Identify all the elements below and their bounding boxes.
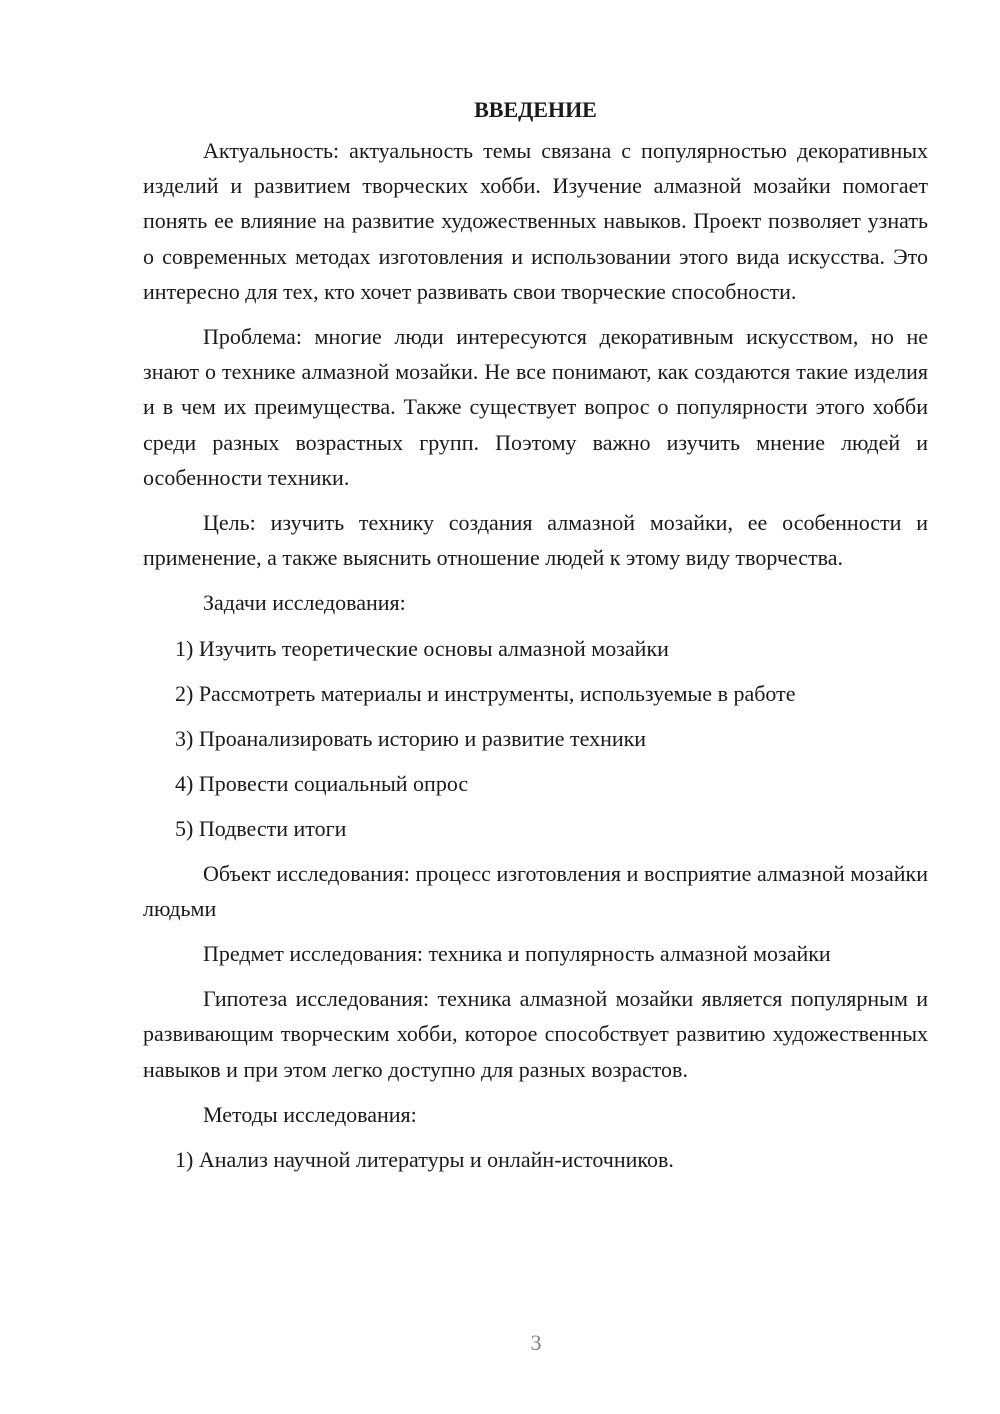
list-item: 1) Анализ научной литературы и онлайн-источников. xyxy=(175,1147,674,1173)
paragraph-hypothesis: Гипотеза исследования: техника алмазной мозайки является популярным и развивающим творческим хобби, которое способствует развитию художественных навыков и при этом легко доступно для разных возрастов. xyxy=(143,986,928,1082)
list-item: 3) Проанализировать историю и развитие техники xyxy=(175,725,647,751)
document-page xyxy=(143,92,928,1187)
methods-label: Методы исследования: xyxy=(203,1101,417,1127)
list-item: 2) Рассмотреть материалы и инструменты, используемые в работе xyxy=(175,680,796,706)
tasks-label: Задачи исследования: xyxy=(203,590,406,616)
list-item: 4) Провести социальный опрос xyxy=(175,770,469,796)
paragraph-subject: Предмет исследования: техника и популярность алмазной мозайки xyxy=(203,941,831,967)
list-item: 1) Изучить теоретические основы алмазной мозайки xyxy=(175,635,669,661)
paragraph-actuality: Актуальность: актуальность темы связана с популярностью декоративных изделий и развитием творческих хобби. Изучение алмазной мозайки помогает понять ее влияние на развитие художественных навыков. Проект позволяет узнать о современных методах изготовления и использовании этого вида искусства. Это интересно для тех, кто хочет развивать свои творческие способности. xyxy=(143,138,928,304)
paragraph-problem: Проблема: многие люди интересуются декоративным искусством, но не знают о технике алмазной мозайки. Не все понимают, как создаются такие изделия и в чем их преимущества. Также существует вопрос о популярности этого хобби среди разных возрастных групп. Поэтому важно изучить мнение людей и особенности техники. xyxy=(143,324,928,490)
page-number: 3 xyxy=(530,1330,542,1355)
paragraph-goal: Цель: изучить технику создания алмазной мозайки, ее особенности и применение, а также выяснить отношение людей к этому виду творчества. xyxy=(143,510,928,571)
tasks-list xyxy=(143,631,928,846)
methods-list xyxy=(143,1142,928,1177)
paragraph-object: Объект исследования: процесс изготовления и восприятие алмазной мозайки людьми xyxy=(143,860,928,921)
list-item: 5) Подвести итоги xyxy=(175,815,347,841)
section-heading: ВВЕДЕНИЕ xyxy=(474,97,597,122)
